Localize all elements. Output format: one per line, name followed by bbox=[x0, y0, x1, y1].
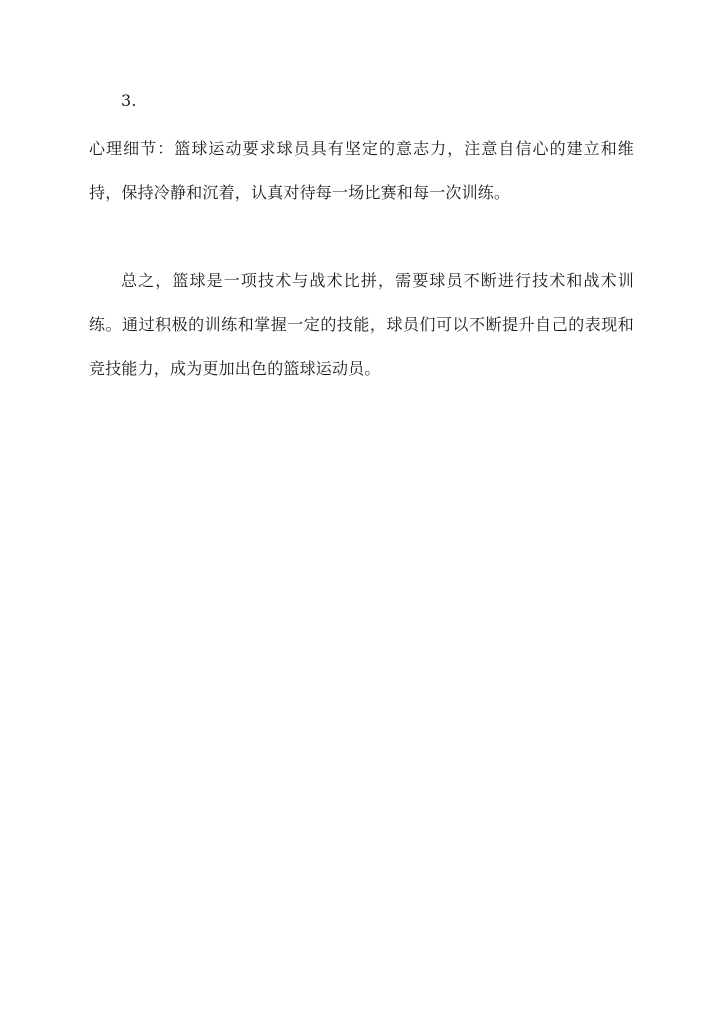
section-paragraph-psychological-details: 心理细节：篮球运动要求球员具有坚定的意志力，注意自信心的建立和维持，保持冷静和沉着，认真对待每一场比赛和每一次训练。 bbox=[89, 139, 634, 202]
paragraph-spacer bbox=[89, 215, 634, 259]
section-number: 3. bbox=[121, 91, 137, 110]
document-body bbox=[89, 86, 634, 391]
conclusion-paragraph: 总之，篮球是一项技术与战术比拼，需要球员不断进行技术和战术训练。通过积极的训练和掌握一定的技能，球员们可以不断提升自己的表现和竞技能力，成为更加出色的篮球运动员。 bbox=[89, 271, 634, 378]
